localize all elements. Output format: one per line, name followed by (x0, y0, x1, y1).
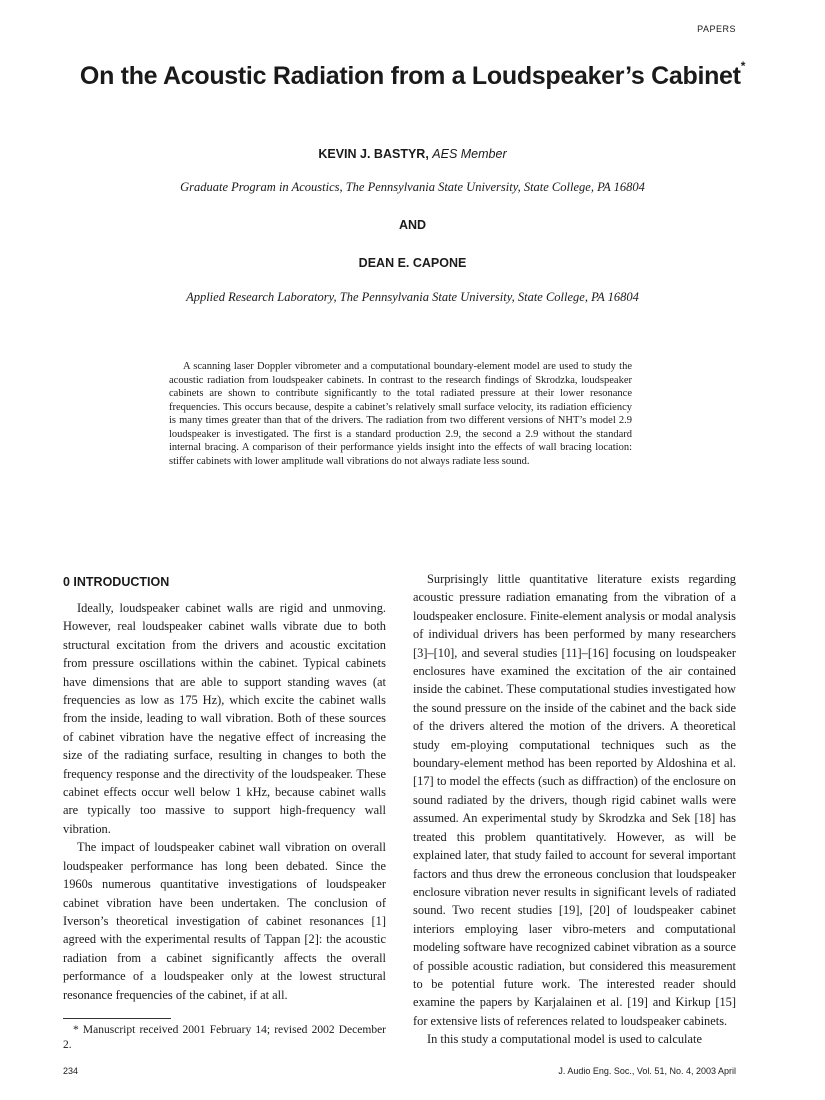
author-2 (0, 256, 825, 270)
section-heading-introduction: 0 INTRODUCTION (63, 575, 170, 589)
body-paragraph: Surprisingly little quantitative literature exists regarding acoustic pressure radiation emanating from the vibration of a loudspeaker enclosure. Finite-element analysis or modal analysis of individual drivers has been performed by many researchers [3]–[10], and several studies [11]–[16] focusing on loudspeaker enclosures have examined the excitation of the air contained inside the cabinet. These computational studies investigated how the sound pressure on the inside of the cabinet and the back side of the drivers altered the motion of the drivers. A theoretical study em-ploying computational techniques such as the boundary-element method has been reported by Aldoshina et al. [17] to model the effects (such as diffraction) of the enclosure on sound radiated by the drivers, though rigid cabinet walls were assumed. An experimental study by Skrodzka and Sek [18] has treated this problem quantitatively. However, as will be explained later, that study failed to account for several important factors and thus drew the erroneous conclusion that loudspeaker enclosure vibration never results in significant levels of radiated sound. Two recent studies [19], [20] of loudspeaker cabinet interiors employing laser vibro-meters and computational modeling software have recognized cabinet vibration as a source of possible acoustic radiation, but considered this measurement to be potential future work. The interested reader should examine the papers by Karjalainen et al. [19] and Kirkup [15] for extensive lists of references related to loudspeaker cabinets. (413, 572, 736, 1028)
title-text: On the Acoustic Radiation from a Loudspeaker’s Cabinet (79, 62, 741, 90)
body-paragraph: The impact of loudspeaker cabinet wall vibration on overall loudspeaker performance has long been debated. Since the 1960s numerous quantitative investigations of loudspeaker cabinet vibration have been undertaken. The conclusion of Iverson’s theoretical investigation of cabinet resonances [1] agreed with the experimental results of Tappan [2]: the acoustic radiation from a cabinet significantly affects the overall performance of a loudspeaker only at the lowest structural resonance frequencies of the cabinet, if at all. (63, 840, 386, 1002)
author-2-name: DEAN E. CAPONE (358, 256, 467, 270)
paper-title (0, 59, 825, 91)
author-1-membership: AES Member (432, 147, 507, 161)
author-1-name: KEVIN J. BASTYR, (318, 147, 429, 161)
author-separator: AND (398, 218, 427, 232)
title-footnote-marker: * (740, 59, 746, 73)
abstract: A scanning laser Doppler vibrometer and a computational boundary-element model are used to study the acoustic radiation from loudspeaker cabinets. In contrast to the research findings of Skrodzka, loudspeaker cabinets are shown to contribute significantly to the total radiated pressure at their lower resonance frequencies. This occurs because, despite a cabinet’s relatively small surface velocity, its radiation efficiency is many times greater than that of the drivers. The radiation from two different versions of NHT’s model 2.9 loudspeaker is investigated. The first is a standard production 2.9, the second a 2.9 without the standard internal bracing. A comparison of their performance yields insight into the effects of wall bracing location: stiffer cabinets with lower amplitude wall vibrations do not always radiate less sound. (169, 361, 632, 467)
running-header: PAPERS (697, 24, 736, 34)
author-2-affiliation: Applied Research Laboratory, The Pennsylvania State University, State College, PA 16804 (186, 290, 639, 304)
body-paragraph: In this study a computational model is used to calculate (427, 1032, 702, 1047)
body-paragraph: Ideally, loudspeaker cabinet walls are rigid and unmoving. However, real loudspeaker cabinet walls vibrate due to both structural excitation from the drivers and acoustic excitation from pressure oscillations within the cabinet. Typical cabinets have dimensions that are able to support standing waves (at frequencies as low as 175 Hz), which excite the cabinet walls from the inside, leading to wall vibration. Both of these sources of cabinet vibration have the negative effect of increasing the size of the radiating surface, resulting in changes to both the frequency response and the directivity of the loudspeaker. These cabinet effects occur well below 1 kHz, because cabinet walls are typically too massive to support high-frequency wall vibration. (63, 601, 386, 836)
journal-reference: J. Audio Eng. Soc., Vol. 51, No. 4, 2003 April (558, 1066, 736, 1076)
left-column (63, 570, 386, 1004)
author-1-affiliation: Graduate Program in Acoustics, The Pennsylvania State University, State College, PA 16804 (180, 180, 645, 194)
footnote: * Manuscript received 2001 February 14; revised 2002 December 2. (63, 1024, 386, 1051)
right-column (413, 570, 736, 1049)
page-number: 234 (63, 1066, 79, 1076)
author-1 (0, 147, 825, 161)
footnote-divider (63, 1018, 171, 1019)
